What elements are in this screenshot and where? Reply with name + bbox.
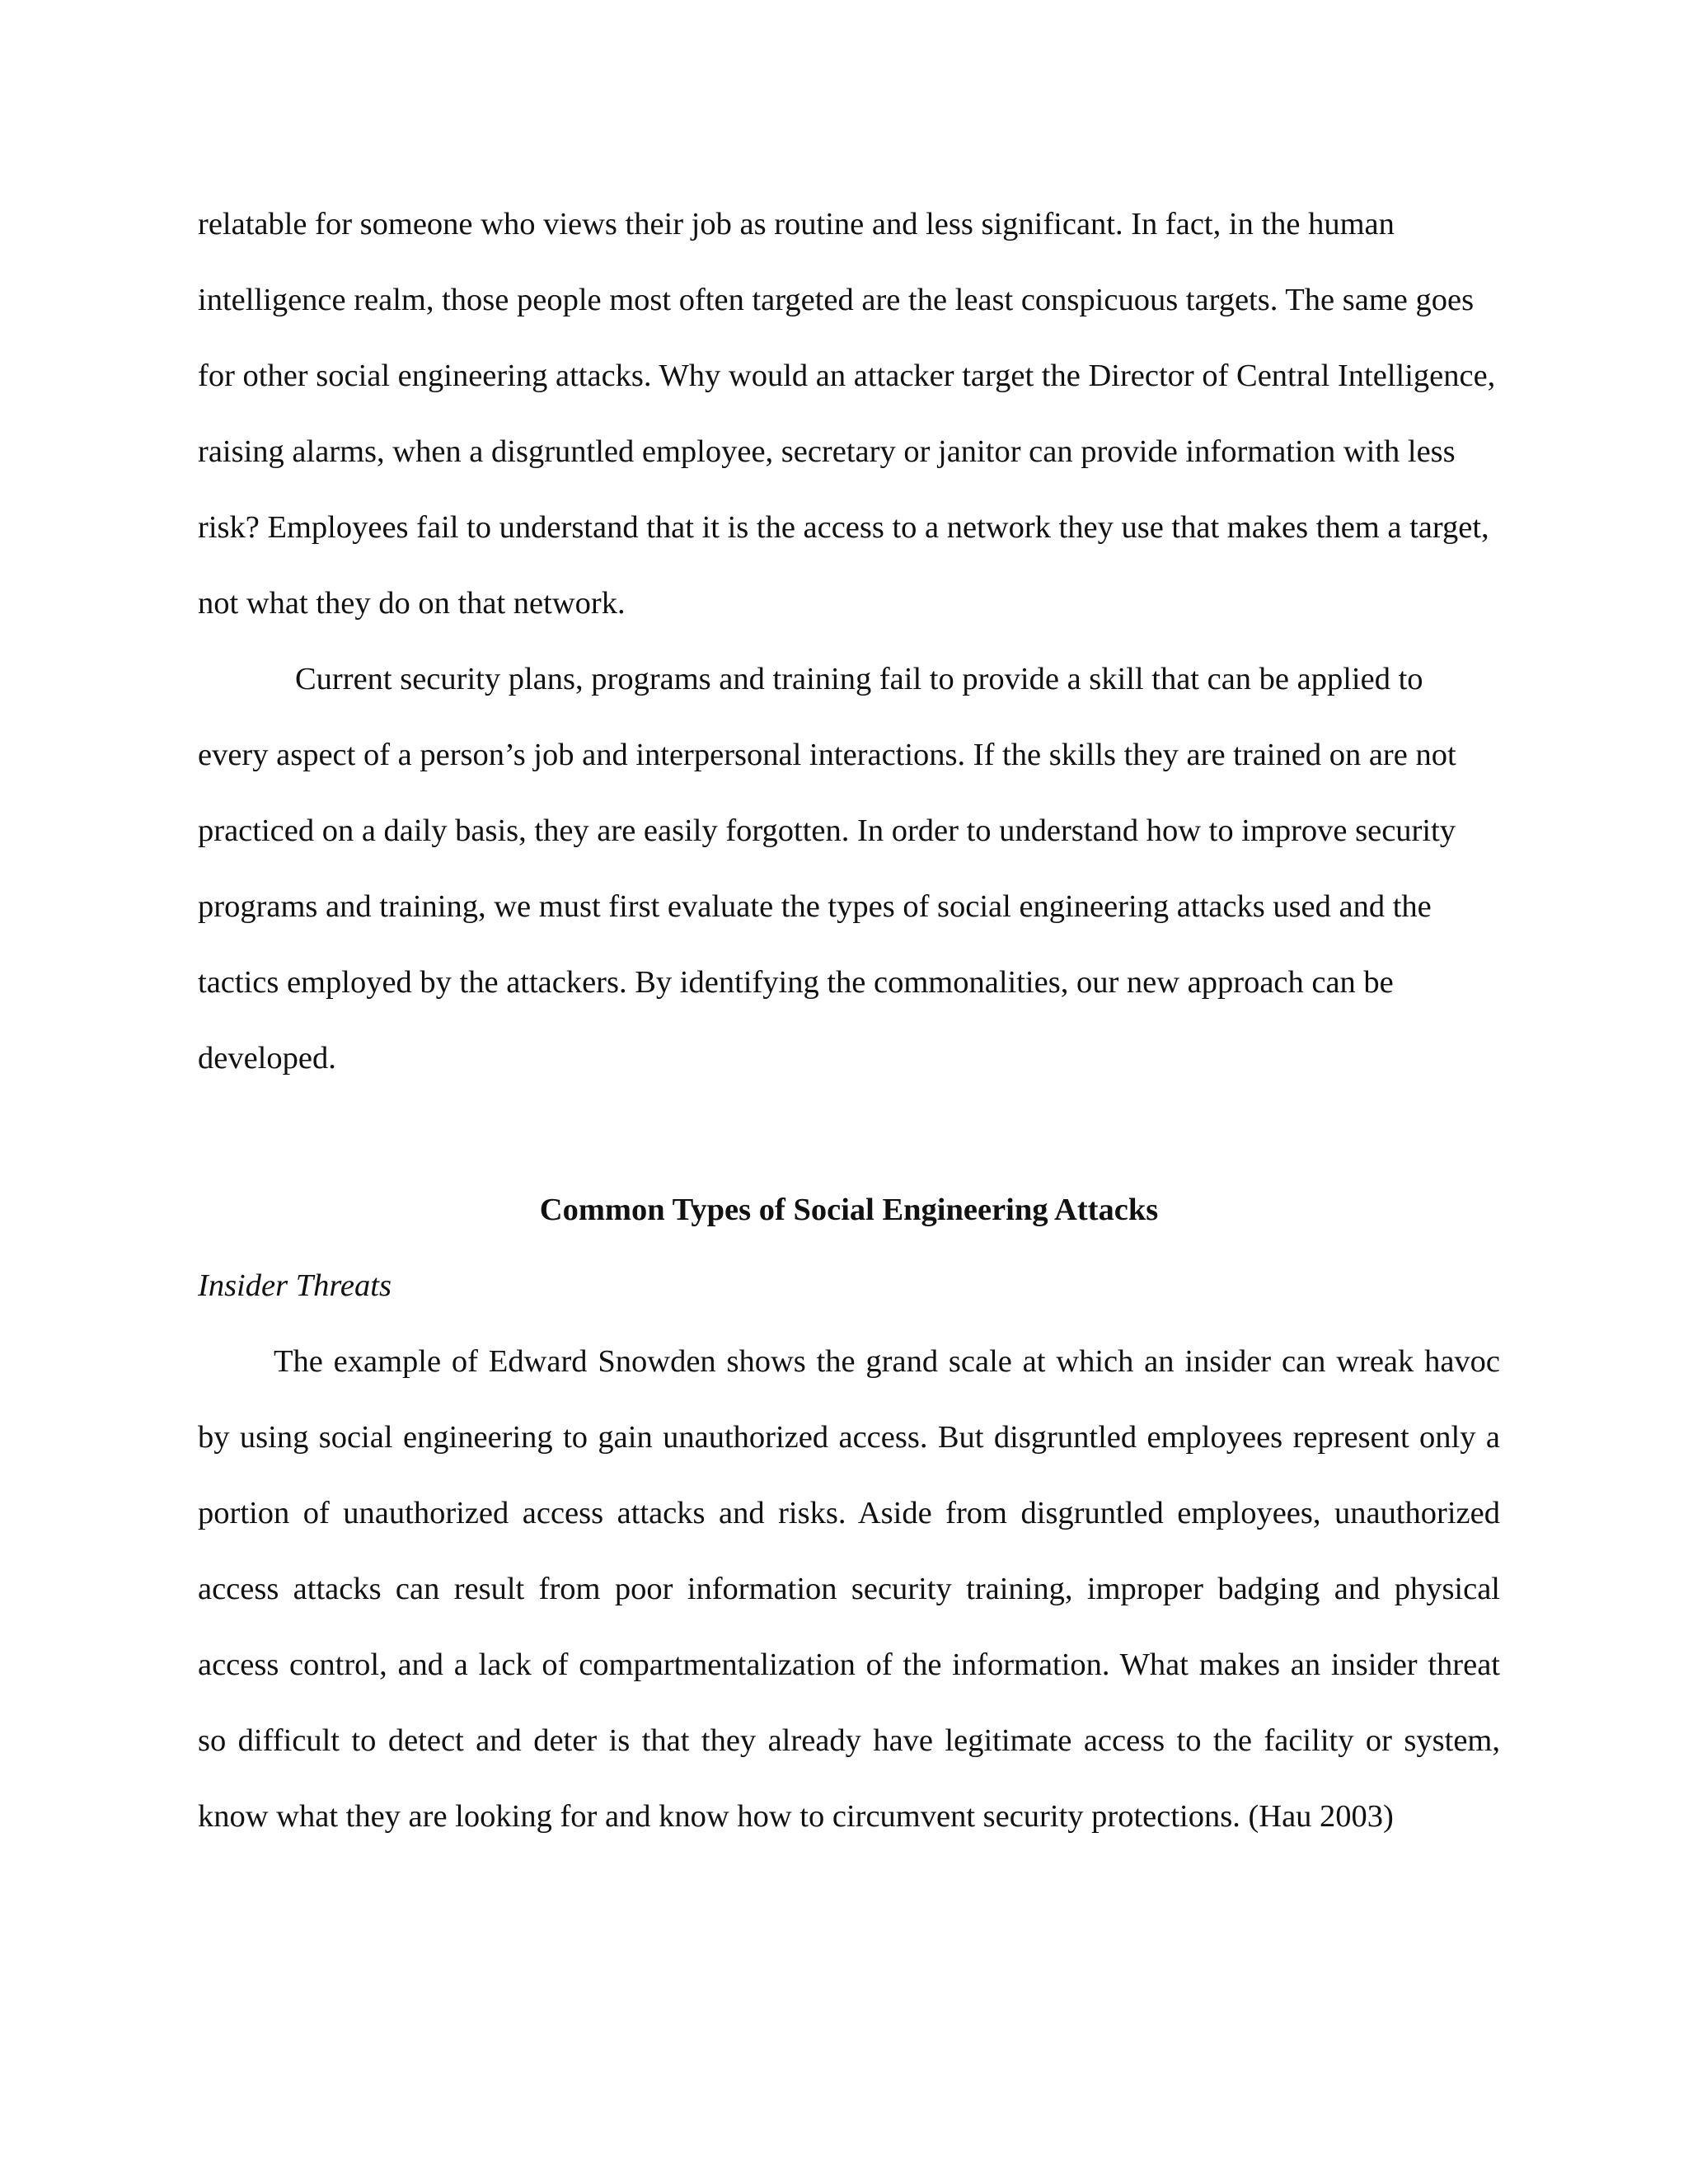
paragraph-2: Current security plans, programs and training fail to provide a skill that can be applied to every aspect of a person’s job and interpersonal interactions. If the skills they are trained on are not practiced on a daily basis, they are easily forgotten. In order to understand how to improve security programs and training, we must first evaluate the types of social engineering attacks used and the tactics employed by the attackers. By identifying the commonalities, our new approach can be developed.: [198, 662, 1456, 1076]
subheading: Insider Threats: [198, 1268, 392, 1303]
paragraph-1: relatable for someone who views their job as routine and less significant. In fact, in the human intelligence realm, those people most often targeted are the least conspicuous targets. The same goes for other social engineering attacks. Why would an attacker target the Director of Central Intelligence, raising alarms, when a disgruntled employee, secretary or janitor can provide information with less risk? Employees fail to understand that it is the access to a network they use that makes them a target, not what they do on that network.: [198, 207, 1496, 621]
paragraph-3: The example of Edward Snowden shows the grand scale at which an insider can wreak havoc by using social engineering to gain unauthorized access. But disgruntled employees represent only a portion of unauthorized access attacks and risks. Aside from disgruntled employees, unauthorized access attacks can result from poor information security training, improper badging and physical access control, and a lack of compartmentalization of the information. What makes an insider threat so difficult to detect and deter is that they already have legitimate access to the facility or system, know what they are looking for and know how to circumvent security protections. (Hau 2003): [198, 1344, 1500, 1834]
document-body: [198, 186, 1500, 1854]
section-heading: Common Types of Social Engineering Attacks: [539, 1193, 1159, 1227]
